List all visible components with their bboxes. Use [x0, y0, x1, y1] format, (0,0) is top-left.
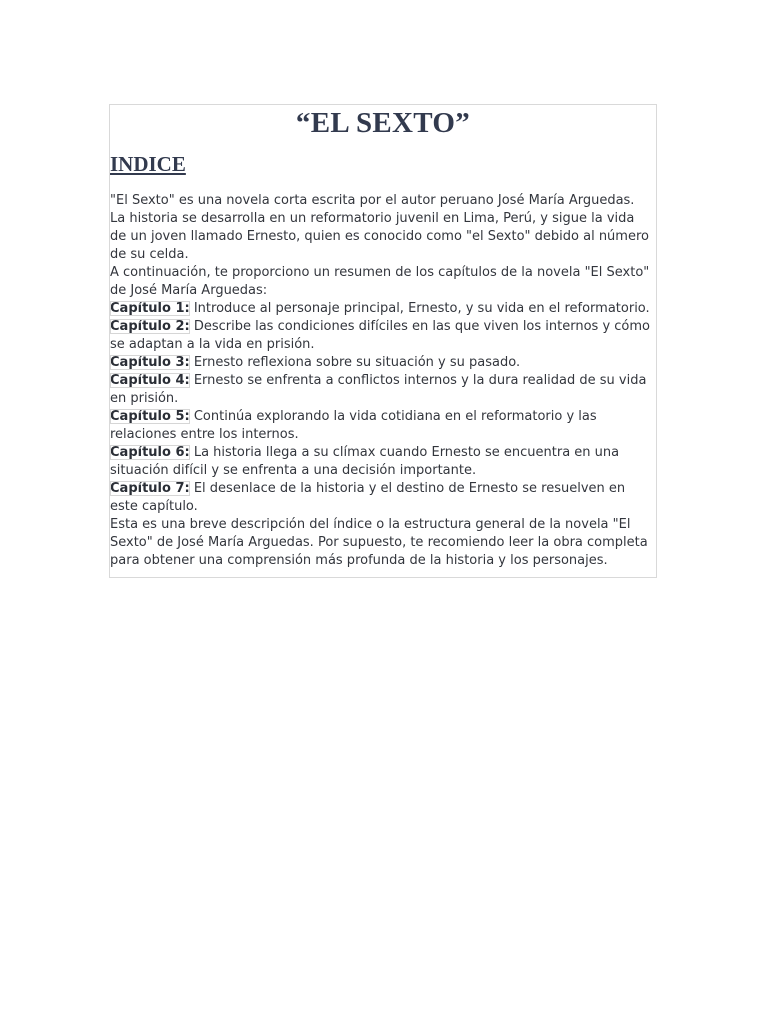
chapter-label: Capítulo 7:: [110, 481, 190, 496]
lead-paragraph: A continuación, te proporciono un resumen de los capítulos de la novela "El Sexto" de José María Arguedas:: [110, 265, 650, 298]
chapter-text: Describe las condiciones difíciles en las que viven los internos y cómo se adaptan a la vida en prisión.: [110, 319, 650, 352]
chapter-item-3: [110, 354, 652, 372]
closing-paragraph: Esta es una breve descripción del índice o la estructura general de la novela "El Sexto" de José María Arguedas. Por supuesto, te recomiendo leer la obra completa para obtener una comprensión más profunda de la historia y los personajes.: [110, 517, 648, 568]
chapter-item-2: [110, 318, 652, 354]
chapter-text: El desenlace de la historia y el destino de Ernesto se resuelven en este capítulo.: [110, 481, 626, 514]
chapter-label: Capítulo 5:: [110, 409, 190, 424]
chapter-label: Capítulo 3:: [110, 355, 190, 370]
chapter-text: Ernesto se enfrenta a conflictos internos y la dura realidad de su vida en prisión.: [110, 373, 647, 406]
chapter-text: Introduce al personaje principal, Ernesto, y su vida en el reformatorio.: [189, 301, 650, 316]
chapter-item-7: [110, 480, 652, 516]
chapter-text: Continúa explorando la vida cotidiana en el reformatorio y las relaciones entre los internos.: [110, 409, 597, 442]
chapter-item-1: [110, 300, 652, 318]
chapter-label: Capítulo 2:: [110, 319, 190, 334]
chapter-label: Capítulo 6:: [110, 445, 190, 460]
document-title: “EL SEXTO”: [295, 107, 471, 139]
index-heading: INDICE: [110, 152, 186, 176]
chapter-text: Ernesto reflexiona sobre su situación y su pasado.: [189, 355, 521, 370]
chapter-item-5: [110, 408, 652, 444]
chapter-item-6: [110, 444, 652, 480]
document-page: [109, 104, 657, 578]
chapter-text: La historia llega a su clímax cuando Ernesto se encuentra en una situación difícil y se enfrenta a una decisión importante.: [110, 445, 620, 478]
chapter-item-4: [110, 372, 652, 408]
document-body: [110, 192, 656, 570]
intro-paragraph: "El Sexto" es una novela corta escrita por el autor peruano José María Arguedas. La historia se desarrolla en un reformatorio juvenil en Lima, Perú, y sigue la vida de un joven llamado Ernesto, quien es conocido como "el Sexto" debido al número de su celda.: [110, 193, 649, 262]
chapter-label: Capítulo 4:: [110, 373, 190, 388]
chapter-label: Capítulo 1:: [110, 301, 190, 316]
